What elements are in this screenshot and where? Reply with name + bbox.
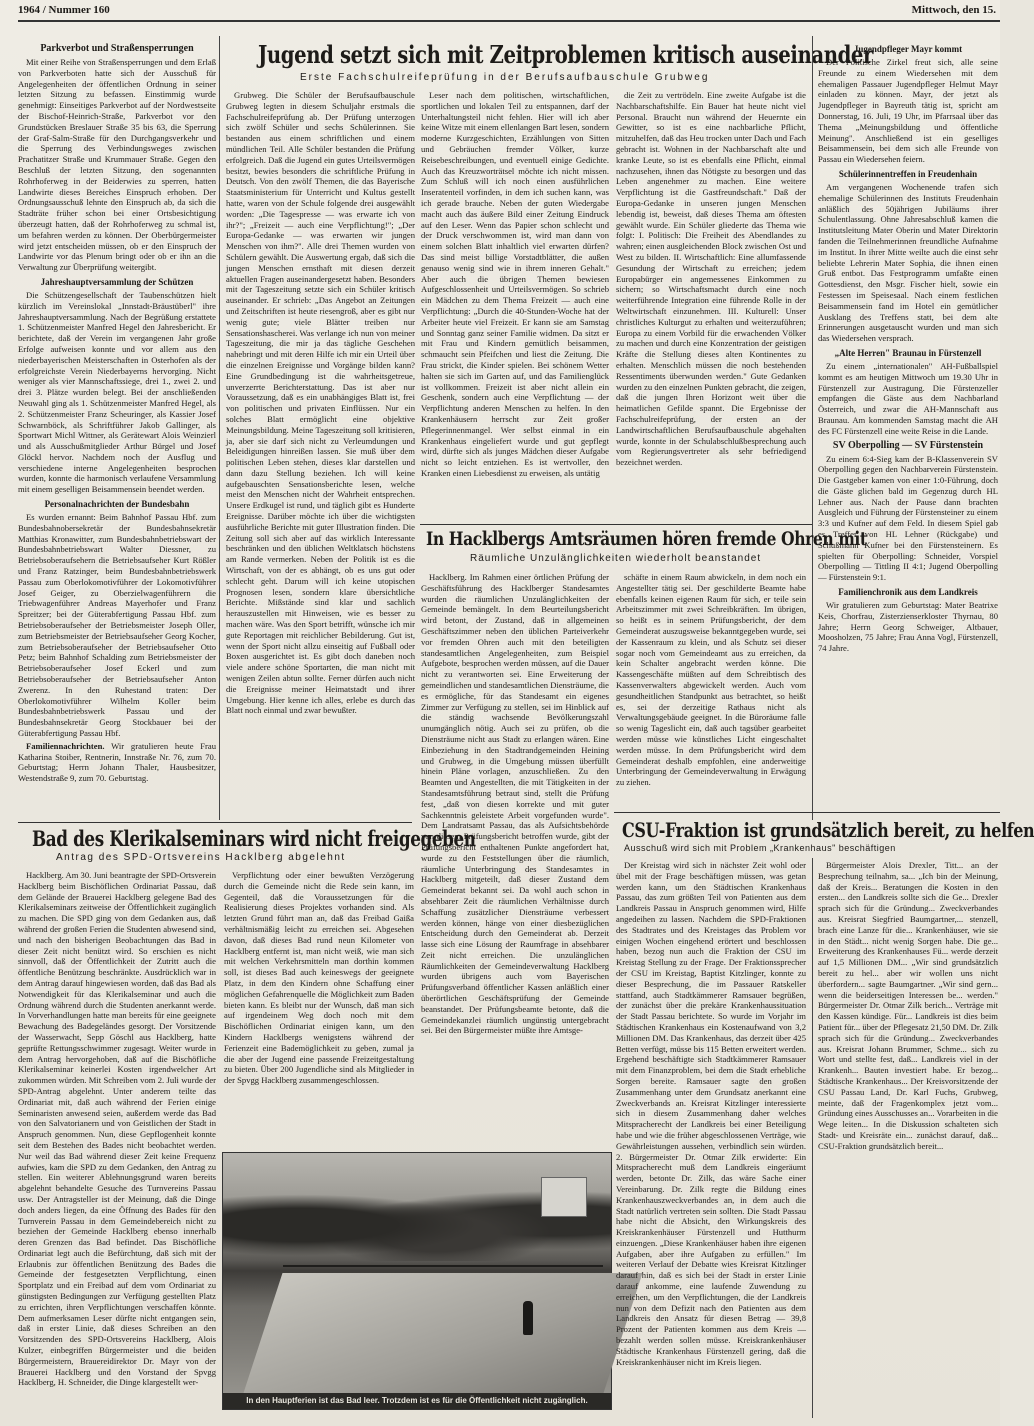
fourth-deck: Ausschuß wird sich mit Problem „Krankenhaus" beschäftigen — [624, 843, 896, 853]
second-column-2 — [616, 572, 806, 808]
lead-body-1: Grubweg. Die Schüler der Berufsaufbauschule Grubweg legten in diesem Schuljahr erstmals die Fachschulreifeprüfung ab. Der Prüfung unterzogen sich zwölf Schüler und sechs Schülerinnen. Sie bestanden aus einem schriftlichen und einem mündlichen Teil. Alle Schüler bestanden die Prüfung erfolgreich. Daß die Jugend ein gutes Urteilsvermögen besitzt, bewies besonders die schriftliche Prüfung in Deutsch. Von den zwölf Themen, die das Bayerische Staatsministerium für Unterricht und Kultus gestellt hatte, waren von der Schule folgende drei ausgewählt worden: „Die Tagespresse — was erwarte ich von ihr?"; „Freizeit — auch eine Verpflichtung!"; „Der Europa-Gedanke — was erwarten wir jungen Menschen von ihm?". Alle drei Themen wurden von Schülern gewählt. Die Auswertung ergab, daß sich die jungen Menschen ernsthaft mit diesen derzeit aktuellen Fragen auseinandergesetzt haben. Besonders mit der Tageszeitung setzte sich ein Schüler kritisch auseinander. Er schrieb: „Das Angebot an Zeitungen und Zeitschriften ist heute riesengroß, aber es gibt nur wenig gute; viele Blätter treiben nur Sensationshascherei. Was verlange ich nun von meiner Tageszeitung, die mir ja das tägliche Geschehen nahebringt und mit deren Hilfe ich mir ein Urteil über die einzelnen Ereignisse und Vorgänge bilden kann? Eine Grundbedingung ist die wahrheitsgetreue, unverzerrte Berichterstattung. Das ist aber nur Voraussetzung, daß es ein unabhängiges Blatt ist, frei von politischen und privaten Einflüssen. Nur ein solches Blatt ermöglicht eine objektive Meinungsbildung. Meine Tageszeitung soll kritisieren, ja, aber sie darf sich nicht zu Verleumdungen und Beleidigungen hinreißen lassen. Sie muß über dem politischen Leben stehen, dieses klar darstellen und dann dazu Stellung beziehen. Ich will keine aufgebauschten Sensationsberichte lesen, welche meist den Menschen nicht der Wahrheit entsprechen. Unsere Erdkugel ist rund, und täglich gibt es Hunderte Ereignisse. Darüber möchte ich über die wichtigsten ausführliche Berichte mit guter Illustration finden. Die Zeitung soll sich aber auf das wirklich Interessante beschränken und den üblichen Weltklatsch höchstens am Rande vermerken. Neben der Politik ist es die Wirtschaft, von der es abhängt, ob es uns gut oder schlecht geht. Darum will ich keine utopischen Prognosen lesen, sondern klare übersichtliche Berichte. Mißstände sind klar und sachlich herauszustellen mit Hinweisen, wie es besser zu machen wäre. Was den Sport betrifft, wünsche ich mir gute Reportagen mit reichlicher Bebilderung. Gut ist, wenn der Sport nicht allzu einseitig auf Fußball oder Boxen ausgerichtet ist. Es gibt doch daneben noch viele andere schöne Sportarten, die man nicht mit wenigen Zeilen abtun sollte. Ferner dürfen auch nicht die Ereignisse meiner Heimatstadt und ihrer Umgebung. Hier kenne ich alles, erlebe es durch das Blatt noch einmal und zwar bewußter. — [226, 90, 415, 716]
article-oberpolling-title: SV Oberpolling — SV Fürstenstein — [832, 439, 984, 451]
rule-second — [420, 524, 812, 525]
third-column-1 — [18, 870, 216, 1416]
article-familien-body: Wir gratulieren heute Frau Katharina Stoiber, Rentnerin, Innstraße Nr. 76, zum 70. Geburtstag; Herrn Johann Thaler, Hausbesitzer, Westendstraße 9, zum 70. Geburtstag. — [18, 740, 217, 784]
article-parkverbot-title: Parkverbot und Straßensperrungen — [40, 43, 194, 54]
page-number: 1964 / Nummer 160 — [18, 4, 110, 16]
fourth-headline: CSU-Fraktion ist grundsätzlich bereit, zu helfen — [622, 818, 1034, 842]
article-parkverbot-body: Mit einer Reihe von Straßensperrungen und dem Erlaß von Parkverboten hatte sich der Ausschuß für Angelegenheiten der öffentlichen Ordnung in seiner letzten Sitzung zu befassen. Einstimmig wurde genehmigt: Einseitiges Parkverbot auf der Nordwestseite der Bischof-Heinrich-Straße, Parkverbot vor den Grundstücken Breslauer Straße 35 bis 63, die Sperrung der Graf-Salm-Straße für den Durchgangsverkehr und die Sperrung des Verbindungsweges zwischen Prachatitzer Straße und Krummauer Straße. Gegen den Beschluß der letzten Sitzung, den sogenannten Rohrhoferweg in der Beiderwies zu sperren, hatten Landwirte dieses Bereiches Einspruch erhoben. Der Ordnungsausschuß lehnte den Einspruch ab, da sich die Stadträte früher schon bei einer Ortsbesichtigung überzeugt hatten, daß der Rohrhoferweg zu schmal ist, um befahren werden zu können. Der Oberbürgermeister wird jetzt entscheiden müssen, ob er den Einspruch der Landwirte vor das Plenum bringt oder ob er ihn an die Verwaltung zur Überprüfung weitergibt. — [18, 57, 216, 273]
photo-caption: In den Hauptferien ist das Bad leer. Trotzdem ist es für die Öffentlichkeit nicht zugänglich. — [223, 1393, 611, 1409]
article-familien-title: Familiennachrichten. — [26, 740, 105, 751]
page-date: Mittwoch, den 15. — [911, 4, 996, 16]
header-rule — [18, 20, 1000, 22]
lead-body-3: die Zeit zu vertrödeln. Eine zweite Aufgabe ist die Nachbarschaftshilfe. Ein Bauer hat heute nicht viel Personal. Braucht nun während der Heuernte ein Gewitter, so ist es eine nachbarliche Pflicht, mitzuhelfen, daß das Heu trocken unter Dach und Fach gebracht ist. Wohnen in der Nachbarschaft alte und kranke Leute, so ist es ebenfalls eine Pflicht, einmal nachzusehen, ihnen das Nötigste zu besorgen und das Leben angenehmer zu machen. Eine weitere Verpflichtung ist die Gastfreundschaft." Daß der Europa-Gedanke in unseren jungen Menschen lebendig ist, beweist, daß dieses Thema am öftesten gewählt wurde. Ein Schüler gliederte das Thema wie folgt: I. Politisch: Die Freiheit des Abendlandes zu wahren; einen ausgleichenden Block zwischen Ost und West zu bilden. II. Wirtschaftlich: Eine allumfassende Gesundung der Wirtschaft zu erreichen; jedem Europabürger ein angemessenes Einkommen zu sichern; so Wirtschaftsmacht durch eine noch weiterführende Integration eine führende Rolle in der Weltwirtschaft einzunehmen. III. Kulturell: Unser christliches Kulturgut zu erhalten und weiterzuführen; Europa zu einem Vorbild für die erwachenden Völker zu machen und durch eine Konzentration der geistigen Kräfte die Stellung dieses alten Kontinentes zu erhalten. Menschlich müssen die noch bestehenden Ressentiments überwunden werden." Gute Gedanken wurden zu den einzelnen Punkten gebracht, die zeigen, daß die jungen Ihren Horizont weit über die heimatlichen Gefilde spannt. Die Ergebnisse der Fachschulreifeprüfung, der ersten an der Landwirtschaftlichen Berufsaufbauschule abgehalten wurde, konnte in der Schulabschlußbesprechung auch vom Regierungsvertreter als sehr befriedigend bezeichnet werden. — [616, 90, 806, 468]
fourth-body-1: Der Kreistag wird sich in nächster Zeit wohl oder übel mit der Frage beschäftigen müssen, was getan werden kann, um den Städtischen Krankenhaus Passau, das zum größten Teil von Patienten aus dem Landkreis Passau in Anspruch genommen wird, Hilfe angedeihen zu lassen. Nachdem die SPD-Fraktionen des Stadtrates und des Kreistages das Problem vor einigen Wochen eingehend erörtert und beschlossen haben, bezog nun auch die Fraktion der CSU im Kreistag Stellung zu der Frage. Der Fraktionssprecher der CSU im Kreistag, Baptist Kitzlinger, konnte zu dieser Besprechung, die im Passauer Ratskeller stattfand, auch Stadtkämmerer Ramsauer begrüßen, der zunächst über die prekäre Krankenhaussituation der Stadt Passau berichtete. So wurde im Vorjahr im Städtischen Krankenhaus ein Kostenaufwand von 3,2 Millionen DM. Das Krankenhaus, das derzeit über 425 Betten verfügt, müsse bis 115 Betten erweitert werden. Ergehend beschäftigte sich Stadtkämmerer Ramsauer mit dem Finanzproblem, bei dem die Stadt erhebliche Sorgen bereite. Ramsauer sagte den großen Zusammenhang unter dem Grundsatz anerkannt eine Zweckverbands an. Kreisrat Kitzlinger interessierte sich in diesem Zusammenhang daher welches Mitspracherecht der Landkreis bei einer Beteiligung habe und wie die früher abgeschlossenen Verträge, wie Gewährleistungen aussehen, verbindlich sein würden. 2. Bürgermeister Dr. Otmar Zilk erwiderte: Ein Mitspracherecht muß dem Landkreis eingeräumt werden, betonte Dr. Zilk, das wäre Sache einer Vereinbarung. Dr. Zilk regte die Bildung eines Krankenhauszweckverbandes an, in dem auch die Stadt natürlich vertreten sein sollten. Die Stadt Passau habe nicht die Absicht, den Wirkungskreis des Kreiskrankenhäuser Fürstenzell und Hutthurm einzuengen. „Diese Krankenhäuser haben ihre eigenen Aufgaben, aber ihre Aufgaben zu erfüllen." Im weiteren Verlauf der Debatte wies Kreisrat Kitzlinger darauf hin, daß es sich bei der Stadt in erster Linie darauf ankomme, eine laufende Zuwendung zu erreichen, um den Verpflichtungen, die der Landkreis nun von dem Defizit nach den Patienten aus dem Landkreis den Ansatz für diesen Betrag — 39,8 Prozent der Patienten kommen aus dem Kreis — bezahlt werden sollen müsse. Kreiskrankenhäuser Städtische Krankenhaus Fürstenzell gering, daß die Kreiskrankenhäuser nicht im Kreis liegen. — [616, 860, 806, 1367]
lead-deck: Erste Fachschulreifeprüfung in der Berufsaufbauschule Grubweg — [300, 72, 710, 83]
fourth-column-2 — [818, 860, 998, 1416]
photo-house — [541, 1177, 587, 1217]
article-braunau-title: „Alte Herren" Braunau in Fürstenzell — [834, 347, 982, 358]
column-divider-2 — [812, 36, 813, 820]
third-body-1: Hacklberg. Am 30. Juni beantragte der SPD-Ortsverein Hacklberg beim Bischöflichen Ordinariat Passau, daß dem Gelände der Brauerei Hacklberg gelegene Bad des Klerikalseminars zeitweise der Öffentlichkeit zugänglich zu machen. Die SPD ging von dem Gedanken aus, daß während der großen Ferien die Studenten abwesend sind, und nach den bisherigen Beobachtungen das Bad in dieser Zeit nicht benützt wird. So erschien es nicht sinnvoll, daß der Öffentlichkeit der Zutritt auch die öffentliche Benützung beschränkte. Ausdrücklich war in dem Antrag darauf hingewiesen worden, daß das Bad als Notwendigkeit für das Klerikalseminar und auch die Ordnung während durch die Studenten anerkannt werde. In Vorverhandlungen hatte man bereits für eine geeignete Bewachung des Badegeländes gesorgt. Der Vorsitzende der Wasserwacht, Sepp Göschl aus Hacklberg, hatte geprüfte Rettungsschwimmer zugesagt. Weiter wurde in dem Antrag hervorgehoben, daß auf die Bischöfliche Klerikalseminar keinerlei Kosten irgendwelcher Art zukommen würden. Mit Schreiben vom 2. Juli wurde der SPD-Antrag abgelehnt. Unter anderem teilte das Ordinariat mit, daß auch während der Ferien einige Seminaristen anwesend seien, außerdem werde das Bad von den Salvatorianern und von Geistlichen der Stadt in Anspruch genommen. Nun, diese Gepflogenheit konnte seit dem Bestehen des Bades nicht beobachtet werden. Nur weil das Bad während dieser Zeit keine Frequenz aufwies, kam die SPD zu dem Gedanken, den Antrag zu stellen. Ein weiterer Ablehnungsgrund waren bereits abgelehnt behandelte Gesuche des Turnvereins Passau usw. Der Antragsteller ist der Meinung, daß die Dinge doch anders liegen, da eine Öffnung des Bades für den Turnverein Passau in dem Gemeindebereich nicht zu beziehen der Gemeinde Hacklberg ebenso innerhalb deren Grenzen das Bad befindet. Das Bischöfliche Ordinariat legt auch die Befürchtung, daß sich mit der Erlaubnis zur öffentlichen Benützung des Bades die Gemeinde der festgesetzten Verpflichtung, einen Sportplatz und ein Freibad auf dem vom Ordinariat zu günstigsten Bedingungen zur Verfügung gestellten Platz zu errichten, ihren Verpflichtungen verschaffen könnte. Dem aufmerksamen Leser dürfte nicht entgangen sein, daß in erster Linie, daß dieses Schreiben an den Vorsitzenden des SPD-Ortsvereins Hacklberg, Alois Kulzer, einbegriffen Bürgermeister und die beiden Bürgermeistern, Brauereidirektor Dr. Mayr von der Brauerei Hacklberg und den Vorstand der Spvgg Hacklberg, H. Schneider, die Dinge klargestellt wer- — [18, 870, 216, 1388]
third-body-2: Verpflichtung oder einer bewußten Verzögerung durch die Gemeinde nicht die Rede sein kann, im Gegenteil, daß die Voraussetzungen für die Realisierung dieses Projektes vorhanden sind. Als letzten Grund führt man an, daß das Freibad Gaißa verhältnismäßig leicht zu erreichen sei. Abgesehen davon, daß dieses Bad rund neun Kilometer von Hacklberg entfernt ist, man nicht weiß, wie man sich mit welchen Verkehrsmitteln man dorthin kommen soll, ist dieses Bad auch keineswegs der geeignete Platz, in dem den Kindern ohne Schaffung einer möglichen Gefahrenquelle die Möglichkeit zum Baden bieten kann. Es bleibt nur der Wunsch, daß man sich auf irgendeinem Weg doch noch mit dem Bischöflichen Ordinariat einigen kann, um den Kindern Hacklbergs wenigstens während der Ferienzeit eine Bademöglichkeit zu geben, zumal ja die aber der Jugend eine passende Freizeitgestaltung zu bieten. Über 200 Jugendliche sind als Mitglieder in der Spvgg Hacklberg zusammengeschlossen. — [224, 870, 414, 1086]
second-body-1: Hacklberg. Im Rahmen einer örtlichen Prüfung der Geschäftsführung des Hacklberger Standesamtes wurden die räumlichen Unzulänglichkeiten der Gemeinde bemängelt. In dem Beurteilungsbericht wird betont, der Zustand, daß in allgemeinen Geschäftszimmer neben den üblichen Parteiverkehr vor fremden Ohren auch mit den beteiligten standesamtlichen Angelegenheiten, zum Beispiel Aufgebote, besprochen werden müssen, auf die Dauer nicht zu verantworten sei. Eine Erweiterung der gemeindlichen und standesamtlichen Diensträume, die es ermögliche, für das Standesamt ein eigenes Zimmer zur Verfügung zu stellen, sei im Hinblick auf die ständig wachsende Bevölkerungszahl unumgänglich nötig. Auch sei zu prüfen, ob die Diensträume nicht aus Stadt zu erlangen wären. Eine Einbeziehung in den Stadtrandgemeinden Heining und Grubweg, in die Umgebung müssen überfüllt hinein Pläne vorlagen, anzuschließen. Zu den Beamten und Angestellten, die mit Tätigkeiten in der Standesamtsführung betraut sind, stellt die Prüfung fest, „daß von diesen korrekte und mit guter Sachkenntnis geleistete Arbeit vorgefunden wurde". Dem Landratsamt Passau, das als Aufsichtsbehörde von diesem Prüfungsbericht betroffen wurde, gibt der Prüfungsbericht enthaltenen Punkte angefordert hat, wurde zu den Feststellungen über die räumlich, räumliche Unterbringung des Standesamtes in Hacklberg mitgeteilt, daß dieser Zustand dem Gemeinderat bekannt sei. Da wohl auch schon in absehbarer Zeit die räumlichen Verhältnisse durch Schaffung zusätzlicher Diensträume verbessert werden können, hänge von einer diesbezüglichen Entscheidung durch den Gemeinderat ab. Derzeit lasse sich eine Lösung der Raumfrage in absehbarer Zeit nicht erreichen. Die unzulänglichen Räumlichkeiten der Gemeindeverwaltung Hacklberg wurden übrigens auch vom Bayerischen Prüfungsverband öffentlicher Kassen anläßlich einer überörtlichen Geschäftsprüfung der Gemeinde beanstandet. Der Prüfungsbeamte betonte, daß die Gemeindekanzlei räumlich ungünstig untergebracht sei. Bei den Bürgermeister müßte ihre Amtsge- — [421, 572, 609, 1036]
left-column — [18, 40, 217, 784]
lead-headline: Jugend setzt sich mit Zeitproblemen kritisch auseinander — [258, 40, 874, 69]
fourth-column-1 — [616, 860, 806, 1416]
pool-photo — [222, 1152, 612, 1410]
article-mayr-body: Der Politische Zirkel freut sich, alle seine Freunde zu einem Wiedersehen mit dem ehemaligen Passauer Jugendpfleger Helmut Mayr einladen zu können. Mayr, der jetzt als Jugendpfleger in Bayreuth tätig ist, spricht am Donnerstag, 16. Juli, 19 Uhr, im Pfarrsaal über das Thema „Meinungsbildung und öffentliche Meinung". Anschließend ist ein geselliges Beisammensein, bei dem sich alle Freunde von Passau ein Wiedersehen feiern. — [818, 57, 998, 165]
article-freudenhain-body: Am vergangenen Wochenende trafen sich ehemalige Schülerinnen des Instituts Freudenhain anläßlich des 50jährigen Jubiläums ihrer Schulentlassung. Ohne Jahresabschluß kamen die Institutsleitung Mater Oberin und Mater Direktorin fanden die Teilnehmerinnen freundliche Aufnahme im Institut. In ihrer Mitte weilte auch die einst sehr beliebte Lehrerin Mater Sophia, die ihnen einen Gruß entbot. Das Festprogramm umfaßte einen Gottesdienst, den Msgr. Fischer hielt, sowie ein Festessen im Speisesaal. Nach einem festlichen Beisammensein fand im Hotel ein gemütlicher Ausklang des Treffens statt, bei dem alte Erinnerungen ausgetauscht wurden und man sich das Wiedersehen versprach. — [818, 181, 998, 344]
second-column-1 — [421, 572, 609, 1142]
lead-column-1 — [226, 90, 415, 808]
lead-body-2: Leser nach dem politischen, wirtschaftlichen, sportlichen und lokalen Teil zu entspannen, darf der Unterhaltungsteil nicht fehlen. Hier will ich aber keine Witze mit einem ellenlangen Bart lesen, sondern moderne Kurzgeschichten, Erzählungen von Sitten und Gebräuchen fremder Völker, kurze Reisebeschreibungen, und eventuell einige Gedichte. Auch das Kreuzworträtsel möchte ich nicht missen. Zum Schluß will ich noch einen ausführlichen Inseratenteil vorfinden, in dem ich suchen kann, was ich gerade brauche. Neben der guten Wiedergabe macht auch das äußere Bild einer Zeitung Eindruck auf den Leser. Wenn das Papier schon schlecht und der Druck verschwommen ist, wird man dann von einem solchen Blatt inhaltlich viel erwarten dürfen? Das sind meist billige Vorstadtblätter, die außen genauso wenig sind wie in ihrem inneren Gehalt." Aber auch die übrigen Themen bewiesen Aufgeschlossenheit und Urteilsvermögen. So schrieb ein Mädchen zu dem Thema Freizeit — auch eine Verpflichtung: „Durch die 40-Stunden-Woche hat der Arbeiter heute viel Freizeit. Er kann sie am Samstag und Sonntag ganz seiner Familie widmen. Da sitzt er mit Frau und Kindern gemütlich beisammen, schmaucht sein Pfeifchen und liest die Zeitung. Die Frau strickt, die Kinder spielen. Bei schönem Wetter halten sie sich im Garten auf, und das Familienglück ist vollkommen. Freizeit ist aber nicht allein ein Geschenk, sondern auch eine Verpflichtung — der Verpflichtung anderen Menschen zu helfen. In den Krankenhäusern herrscht zur Zeit großer Pflegerinnenmangel. Wer selbst einmal in ein Krankenhaus eingeliefert wurde und gut gepflegt wird, dürfte sich als junges Mädchen dieser Aufgabe nicht so leicht entziehen. Es ist wertvoller, den Kranken einen Liebesdienst zu erweisen, als untätig — [421, 90, 609, 478]
article-familienchronik-title: Familienchronik aus dem Landkreis — [838, 587, 978, 598]
article-familien — [18, 741, 216, 784]
third-deck: Antrag des SPD-Ortsvereins Hacklberg abgelehnt — [56, 852, 346, 863]
third-column-2 — [224, 870, 414, 1148]
photo-railing — [283, 1265, 603, 1267]
fourth-body-2: Bürgermeister Alois Drexler, Titt... an der Besprechung teilnahm, sa... „Ich bin der Meinung, daß der Kreis... Beratungen die Kosten in den ersten... den Landkreis sollte sich die Ge... Drexler sprach sich für die Gründung... Zweckverbandes aus. Kreisrat Siegfried Baumgartner,... stenzell, brach eine Lanze für die... Krankenhäuser, wie sie in den Städt... nicht wenig Sorgen habe. Die ge... Erweiterung des Krankenhauses Fü... werde derzeit auf 1,5 Millionen DM... „Wir sind grundsätzlich bereit zu hel... aber wir wollen uns nicht überfordern... sagte Baumgartner. „Wir sind gern... wenn die beiderseitigen Interessen be... werden." Bürgermeister Dr. Otmar Zilk berich... Verträge mit den Kassen kündige. Für... Landkreis ist dies beim Patient für... über der Pflegesatz 21,50 DM. Dr. Zilk sprach sich für die Gründung... Zweckverbandes aus. Kreisrat Johann Brummer, Schme... sich zu Wort und stellte fest, daß... Landkreis viel in der Krankenh... Bauten investiert habe. Er bezog... Städtische Krankenhaus... Der Kreisvorsitzende der CSU Passau Land, Dr. Karl Fuchs, Grubweg, meinte, daß der Fragenkomplex jetzt vom... Gründung eines Ausschusses an... Vorarbeiten in die Wege leiten... In die Diskussion schalteten sich Stadt- und Kreisräte ein... zunächst darauf, daß... CSU-Fraktion grundsätzlich bereit... — [818, 860, 998, 1151]
lead-column-2 — [421, 90, 609, 520]
article-freudenhain-title: Schülerinnentreffen in Freudenhain — [838, 168, 978, 179]
article-schuetzen-title: Jahreshauptversammlung der Schützen — [40, 276, 194, 287]
third-headline: Bad des Klerikalseminars wird nicht freigegeben — [32, 826, 476, 851]
second-headline: In Hacklbergs Amtsräumen hören fremde Ohren mit — [426, 528, 867, 550]
right-column — [818, 40, 998, 806]
second-body-2: schäfte in einem Raum abwickeln, in dem noch ein Angestellter tätig sei. Der geschilderte Beamte habe ebenfalls keinen eigenen Raum für sich, er teile sein Arbeitszimmer mit zwei Schreibkräften. Im übrigen, so heißt es in seinem Prüfungsbericht, der dem Gemeinderat auszugsweise bekanntgegeben wurde, sei der Kassenraum zu klein, und als Schutz sei dieser sogar noch vom Gemeindeamt aus zu erreichen, da kein Schalter angebracht werden könne. Die Kassengeschäfte müßten auf dem Schreibtisch des Kassenverwalters abgewickelt werden. Auch vom gesundheitlichen Standpunkt aus betrachtet, so heißt es, sei der derzeitige Rathaus nicht als Verwaltungsgebäude geeignet. In die Büroräume falle so wenig Tageslicht ein, daß auch tagsüber gearbeitet werden müsse wie künstliches Licht eingeschaltet werden müsse. In dem Prüfungsbericht wird dem Gemeinderat deshalb empfohlen, eine anderweitige Unterbringung der Gemeindeverwaltung in Erwägung zu ziehen. — [616, 572, 806, 788]
second-deck: Räumliche Unzulänglichkeiten wiederholt beanstandet — [470, 553, 762, 564]
photo-person — [523, 1301, 533, 1335]
article-braunau-body: Zu einem „internationalen" AH-Fußballspiel kommt es am heutigen Mittwoch um 19.30 Uhr in Fürstenzell zur Austragung. Die Fürstenzeller empfangen die Gäste aus dem Nachbarland Österreich, und zwar die AH-Mannschaft aus Braunau. Am kommenden Samstag macht die AH des FC Fürstenzell eine weite Reise in die Lande. — [818, 360, 998, 436]
article-mayr-title: Jugendpfleger Mayr kommt — [853, 44, 963, 54]
article-oberpolling-body: Zu einem 6:4-Sieg kam der B-Klassenverein SV Oberpolling gegen den Nachbarverein Fürstenstein. Die Gastgeber kamen von einer 1:0-Führung, doch die Gäste glichen bald im Gegenzug durch HL Lehner aus. Nach der Pause dann brachten Ausgleich und Führung der Fürstensteiner zu einem 3:3 und Kufner auf dem Feld. In diesem Spiel gab es Treffer von HL Lehner (Rückgabe) und Schußmann Kufner bei den Fürstensteinern. Es spielten für Oberpolling: Schneider, Vorspiel Oberpolling — Tittling II 4:1; Jugend Oberpolling — Fürstenstein 9:1. — [818, 453, 998, 583]
column-divider-1 — [219, 36, 220, 820]
rule-third — [18, 822, 412, 823]
lead-column-3 — [616, 90, 806, 520]
article-bundesbahn-title: Personalnachrichten der Bundesbahn — [44, 499, 190, 510]
column-divider-4 — [812, 858, 813, 1418]
article-bundesbahn-body: Es wurden ernannt: Beim Bahnhof Passau Hbf. zum Bundesbahnobersekretär der Bundesbahnsekretär Matthias Kronawitter, zum Bundesbahnbetriebswart der Bundesbahnbetriebswart Walter Diessner, zu Betriebsoberaufsehern die Betriebsaufseher Kurt Rößler und Franz Ratzinger, beim Bundesbahnbetriebswerk Passau zum Oberlokomotivführer der Lokomotivführer Josef Geiger, zu Oberzielwagenführern die Triebwagenführer Andreas Mayerhofer und Franz Spreitzer; bei der Güterabfertigung Passau Hbf. zum Betriebsoberaufseher der Betriebsmeister Joseph Oller, zum Betriebsmeister der Betriebsaufseher Georg Kocher, zum Betriebsoberaufseher der Betriebsaufseher Otto Petz; beim Bahnhof Schalding zum Betriebsmeister der Betriebsoberaufseher Josef Eckerl und zum Betriebsoberaufseher der Betriebsaufseher Anton Zwerenz. In den Ruhestand traten: Der Oberlokomotivführer Wilhelm Koller beim Bundesbahnbetriebswerk Passau und der Bundesbahnsekretär Georg Stockbauer bei der Güterabfertigung Passau Hbf. — [18, 512, 216, 739]
article-schuetzen-body: Die Schützengesellschaft der Taubenschützen hielt kürzlich im Vereinslokal „Innstadt-Bräustüberl" ihre Jahreshauptversammlung. Nach der Begrüßung erstattete 1. Schützenmeister Manfred Hegel den Jahresbericht. Er berichtete, daß der Verein im vergangenen Jahr große Erfolge aufweisen konnte und vor allem aus den niederbayerischen Meisterschaften in Osterhofen als der erfolgreichste Verein Niederbayerns hervorging. Nicht weniger als vier Mannschaftssiege, drei 1., zwei 2. und drei 3. Plätze wurden belegt. Bei der anschließenden Neuwahl ging als 1. Schützenmeister Manfred Hegel, als 2. Schützenmeister Franz Scheuringer, als Kassier Josef Schwarnböck, als Schriftführer Jakob Gallinger, als Sportwart Michl Wittner, als Gerätewart Alois Weinzierl und als Ausschußmitglieder Arthur Bürgel und Josef Glöckl hervor. Nachdem noch der Ausflug und verschiedene interne Angelegenheiten besprochen wurden, konnte die harmonisch verlaufene Versammlung mit einem geselligen Beisammensein beendet werden. — [18, 289, 216, 495]
rule-fourth — [614, 812, 1000, 813]
article-familienchronik-body: Wir gratulieren zum Geburtstag: Mater Beatrixe Keis, Chorfrau, Zisterzienserkloster Thyrnau, 80 Jahre; Herrn Georg Schweiger, Altbauer, Moosholzen, 75 Jahre; Frau Anna Vogl, Fürstenzell, 74 Jahre. — [818, 600, 998, 654]
photo-pool — [244, 1273, 643, 1393]
